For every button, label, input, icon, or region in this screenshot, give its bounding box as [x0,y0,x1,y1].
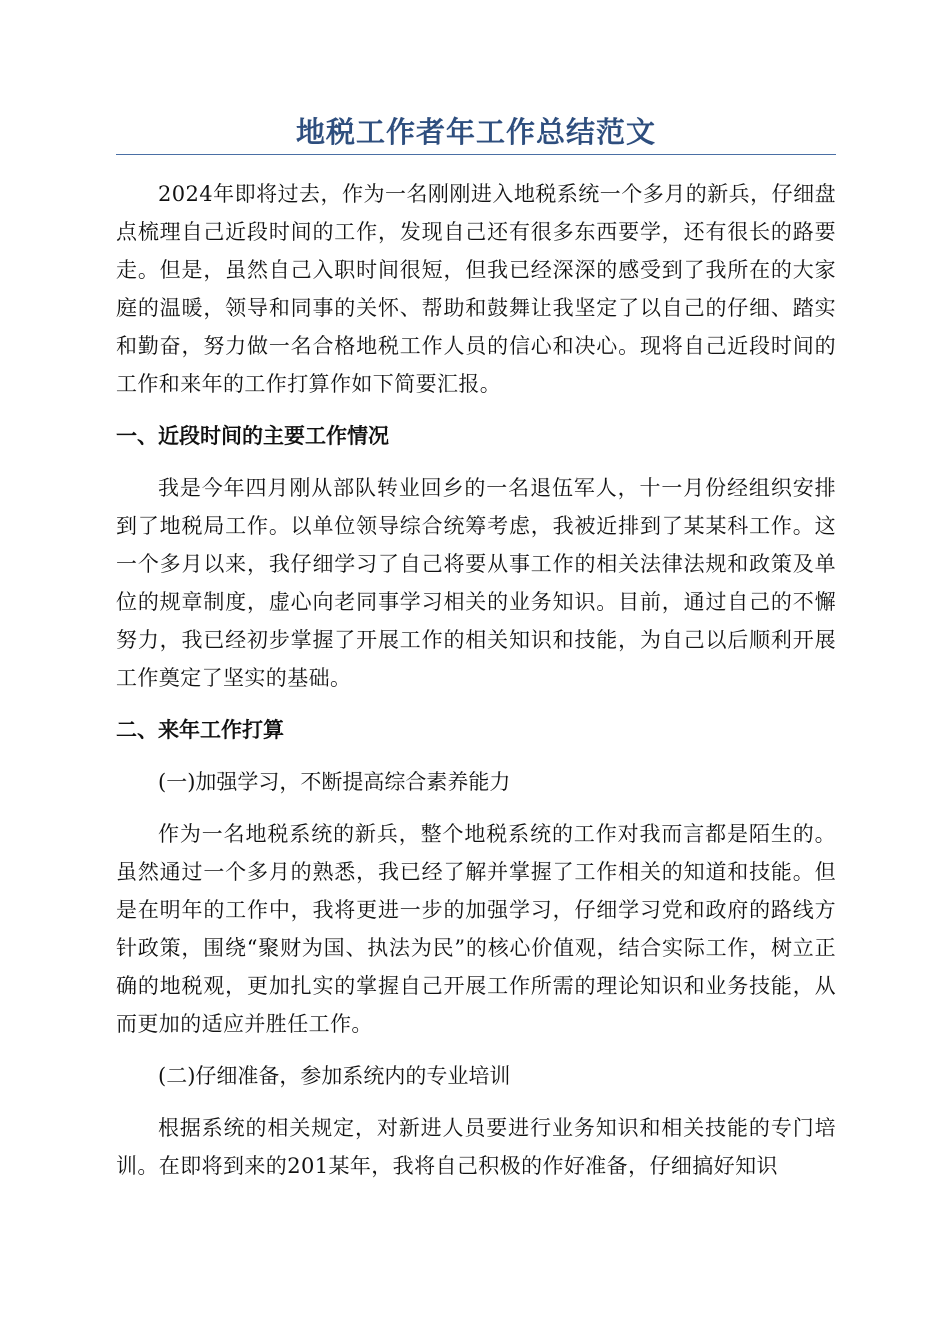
subsection1-paragraph: 作为一名地税系统的新兵，整个地税系统的工作对我而言都是陌生的。虽然通过一个多月的熟悉，我已经了解并掌握了工作相关的知道和技能。但是在明年的工作中，我将更进一步的加强学习，仔细学习党和政府的路线方针政策，围绕“聚财为国、执法为民”的核心价值观，结合实际工作，树立正确的地税观，更加扎实的掌握自己开展工作所需的理论知识和业务技能，从而更加的适应并胜任工作。 [116,822,836,1036]
subsection2-heading: (二)仔细准备，参加系统内的专业培训 [158,1064,511,1088]
section1-paragraph: 我是今年四月刚从部队转业回乡的一名退伍军人，十一月份经组织安排到了地税局工作。以单位领导综合统筹考虑，我被近排到了某某科工作。这一个多月以来，我仔细学习了自己将要从事工作的相关法律法规和政策及单位的规章制度，虚心向老同事学习相关的业务知识。目前，通过自己的不懈努力，我已经初步掌握了开展工作的相关知识和技能，为自己以后顺利开展工作奠定了坚实的基础。 [116,476,836,690]
document-title: 地税工作者年工作总结范文 [116,112,836,155]
document-page [116,112,836,1185]
section2-heading: 二、来年工作打算 [116,717,284,742]
section1-heading: 一、近段时间的主要工作情况 [116,423,389,448]
intro-paragraph: 2024年即将过去，作为一名刚刚进入地税系统一个多月的新兵，仔细盘点梳理自己近段时间的工作，发现自己还有很多东西要学，还有很长的路要走。但是，虽然自己入职时间很短，但我已经深深的感受到了我所在的大家庭的温暖，领导和同事的关怀、帮助和鼓舞让我坚定了以自己的仔细、踏实和勤奋，努力做一名合格地税工作人员的信心和决心。现将自己近段时间的工作和来年的工作打算作如下简要汇报。 [116,182,836,396]
subsection1-heading: (一)加强学习，不断提高综合素养能力 [158,770,511,794]
subsection2-paragraph: 根据系统的相关规定，对新进人员要进行业务知识和相关技能的专门培训。在即将到来的201某年，我将自己积极的作好准备，仔细搞好知识 [116,1116,836,1178]
